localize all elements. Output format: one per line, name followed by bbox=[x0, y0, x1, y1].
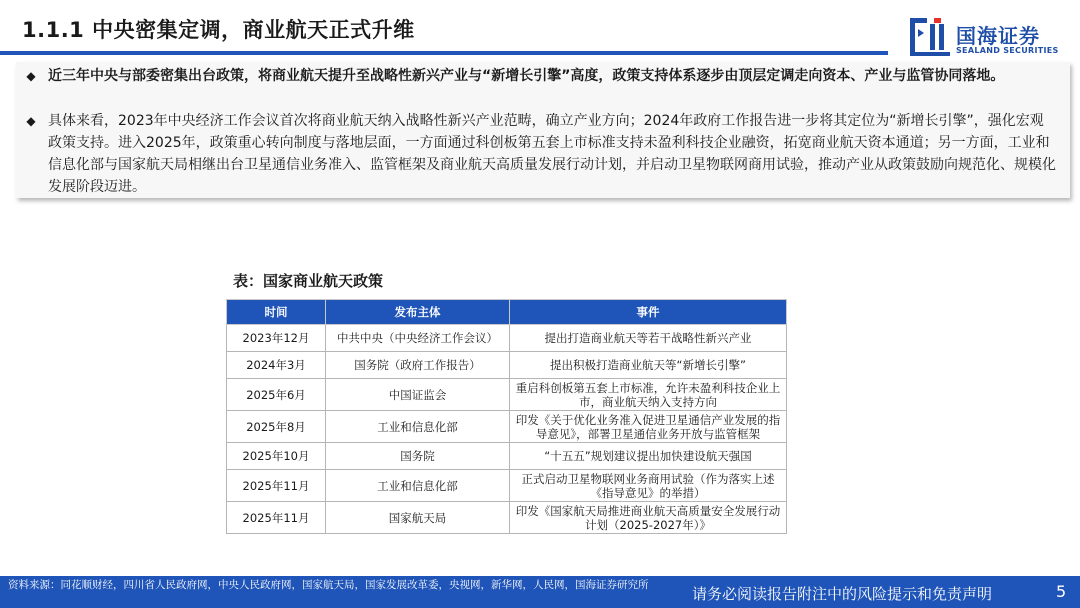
cell-time: 2025年10月 bbox=[227, 443, 326, 470]
table-row bbox=[227, 325, 787, 352]
cell-issuer: 国务院（政府工作报告） bbox=[326, 352, 510, 379]
summary-bullet-text: 具体来看，2023年中央经济工作会议首次将商业航天纳入战略性新兴产业范畴，确立产业方向；2024年政府工作报告进一步将其定位为“新增长引擎”，强化宏观政策支持。进入2025年，政策重心转向制度与落地层面，一方面通过科创板第五套上市标准支持未盈利科技企业融资，拓宽商业航天资本通道；另一方面，工业和信息化部与国家航天局相继出台卫星通信业务准入、监管框架及商业航天高质量发展行动计划，并启动卫星物联网商用试验，推动产业从政策鼓励向规范化、规模化发展阶段迈进。 bbox=[48, 113, 1056, 195]
table-caption: 表：国家商业航天政策 bbox=[233, 272, 384, 290]
summary-bullet bbox=[24, 65, 1056, 87]
table-row bbox=[227, 411, 787, 443]
table-row bbox=[227, 502, 787, 534]
footer-source-note: 资料来源：同花顺财经，四川省人民政府网，中央人民政府网，国家航天局，国家发展改革委，央视网，新华网，人民网，国海证券研究所 bbox=[8, 579, 649, 591]
footer-disclaimer: 请务必阅读报告附注中的风险提示和免责声明 bbox=[692, 585, 993, 603]
table-header-row bbox=[227, 300, 787, 325]
table-row bbox=[227, 352, 787, 379]
page-number: 5 bbox=[1056, 582, 1067, 601]
policy-table bbox=[226, 299, 787, 534]
column-header-event: 事件 bbox=[510, 300, 787, 325]
company-logo bbox=[908, 16, 1064, 60]
sealand-logo-icon bbox=[908, 16, 954, 58]
cell-time: 2025年11月 bbox=[227, 502, 326, 534]
cell-event: 正式启动卫星物联网业务商用试验（作为落实上述《指导意见》的举措） bbox=[510, 470, 787, 502]
cell-time: 2024年3月 bbox=[227, 352, 326, 379]
summary-box bbox=[16, 62, 1070, 198]
table-row bbox=[227, 379, 787, 411]
cell-issuer: 国务院 bbox=[326, 443, 510, 470]
table-row bbox=[227, 470, 787, 502]
cell-time: 2025年11月 bbox=[227, 470, 326, 502]
diamond-bullet-icon: ◆ bbox=[26, 69, 36, 83]
column-header-time: 时间 bbox=[227, 300, 326, 325]
cell-issuer: 中国证监会 bbox=[326, 379, 510, 411]
cell-event: 提出积极打造商业航天等“新增长引擎” bbox=[510, 352, 787, 379]
cell-issuer: 工业和信息化部 bbox=[326, 411, 510, 443]
cell-event: “十五五”规划建议提出加快建设航天强国 bbox=[510, 443, 787, 470]
logo-name-cn: 国海证券 bbox=[956, 24, 1040, 48]
cell-issuer: 国家航天局 bbox=[326, 502, 510, 534]
table-row bbox=[227, 443, 787, 470]
column-header-issuer: 发布主体 bbox=[326, 300, 510, 325]
cell-event: 印发《国家航天局推进商业航天高质量安全发展行动计划（2025-2027年）》 bbox=[510, 502, 787, 534]
page-title: 1.1.1 中央密集定调，商业航天正式升维 bbox=[22, 18, 415, 42]
summary-bullet bbox=[24, 110, 1056, 198]
logo-name-en: SEALAND SECURITIES bbox=[956, 46, 1059, 55]
cell-time: 2023年12月 bbox=[227, 325, 326, 352]
cell-time: 2025年6月 bbox=[227, 379, 326, 411]
cell-event: 提出打造商业航天等若干战略性新兴产业 bbox=[510, 325, 787, 352]
cell-issuer: 工业和信息化部 bbox=[326, 470, 510, 502]
cell-time: 2025年8月 bbox=[227, 411, 326, 443]
diamond-bullet-icon: ◆ bbox=[26, 114, 36, 128]
header-divider bbox=[0, 51, 888, 55]
summary-bullet-text: 近三年中央与部委密集出台政策，将商业航天提升至战略性新兴产业与“新增长引擎”高度，政策支持体系逐步由顶层定调走向资本、产业与监管协同落地。 bbox=[48, 68, 1005, 84]
cell-event: 重启科创板第五套上市标准，允许未盈利科技企业上市，商业航天纳入支持方向 bbox=[510, 379, 787, 411]
footer-bar bbox=[0, 576, 1080, 608]
cell-issuer: 中共中央（中央经济工作会议） bbox=[326, 325, 510, 352]
cell-event: 印发《关于优化业务准入促进卫星通信产业发展的指导意见》，部署卫星通信业务开放与监管框架 bbox=[510, 411, 787, 443]
